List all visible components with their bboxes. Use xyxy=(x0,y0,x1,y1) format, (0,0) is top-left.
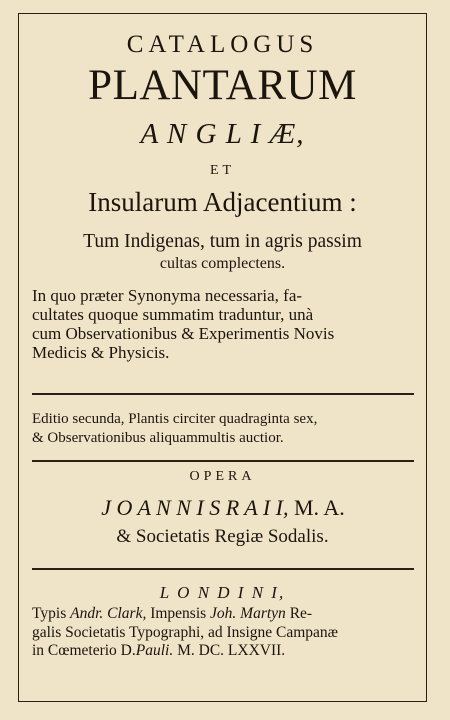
imprint-line-1 xyxy=(32,605,414,624)
description-line-4: Medicis & Physicis. xyxy=(32,343,170,362)
imprint-typis: Typis xyxy=(32,605,67,622)
title-insularum: Insularum Adjacentium : xyxy=(88,187,357,217)
divider-rule xyxy=(32,393,414,395)
title-angliae: A N G L I Æ, xyxy=(140,118,305,150)
imprint-printer-clark: Andr. Clark, xyxy=(70,605,147,622)
imprint-line-1-end: Re- xyxy=(289,605,313,622)
edition-notice xyxy=(32,410,414,448)
edition-line-2: & Observationibus aliquammultis auctior. xyxy=(32,430,284,446)
author-society: & Societatis Regiæ Sodalis. xyxy=(116,526,329,547)
divider-rule xyxy=(32,460,414,462)
imprint-pauli: Pauli. xyxy=(135,642,174,659)
imprint-line-2: galis Societatis Typographi, ad Insigne Campanæ xyxy=(32,623,338,641)
description xyxy=(32,286,414,362)
author-name: J O A N N I S R A I I, xyxy=(101,495,289,520)
author-opera: OPERA xyxy=(189,469,256,484)
imprint-line-3 xyxy=(32,642,414,661)
description-line-3: cum Observationibus & Experimentis Novis xyxy=(32,324,335,343)
author-degree: M. A. xyxy=(293,495,345,520)
subtitle-line-1: Tum Indigenas, tum in agris passim xyxy=(83,231,362,252)
title-catalogus: CATALOGUS xyxy=(126,31,319,58)
divider-rule xyxy=(32,568,414,570)
title-et: ET xyxy=(209,163,236,178)
imprint-printer-martyn: Joh. Martyn xyxy=(210,605,286,622)
imprint-year: M. DC. LXXVII. xyxy=(177,642,286,659)
subtitle-line-2: cultas complectens. xyxy=(159,255,286,272)
imprint-impensis: Impensis xyxy=(150,605,207,622)
description-line-1: In quo præter Synonyma necessaria, fa- xyxy=(32,286,303,305)
author-line xyxy=(32,497,414,519)
description-line-2: cultates quoque summatim traduntur, unà xyxy=(32,305,314,324)
imprint xyxy=(32,605,414,661)
imprint-cemetery: in Cœmeterio D. xyxy=(32,642,136,659)
title-plantarum: PLANTARUM xyxy=(88,62,357,109)
edition-line-1: Editio secunda, Plantis circiter quadraginta sex, xyxy=(32,411,318,427)
imprint-city: L O N D I N I, xyxy=(159,583,286,602)
